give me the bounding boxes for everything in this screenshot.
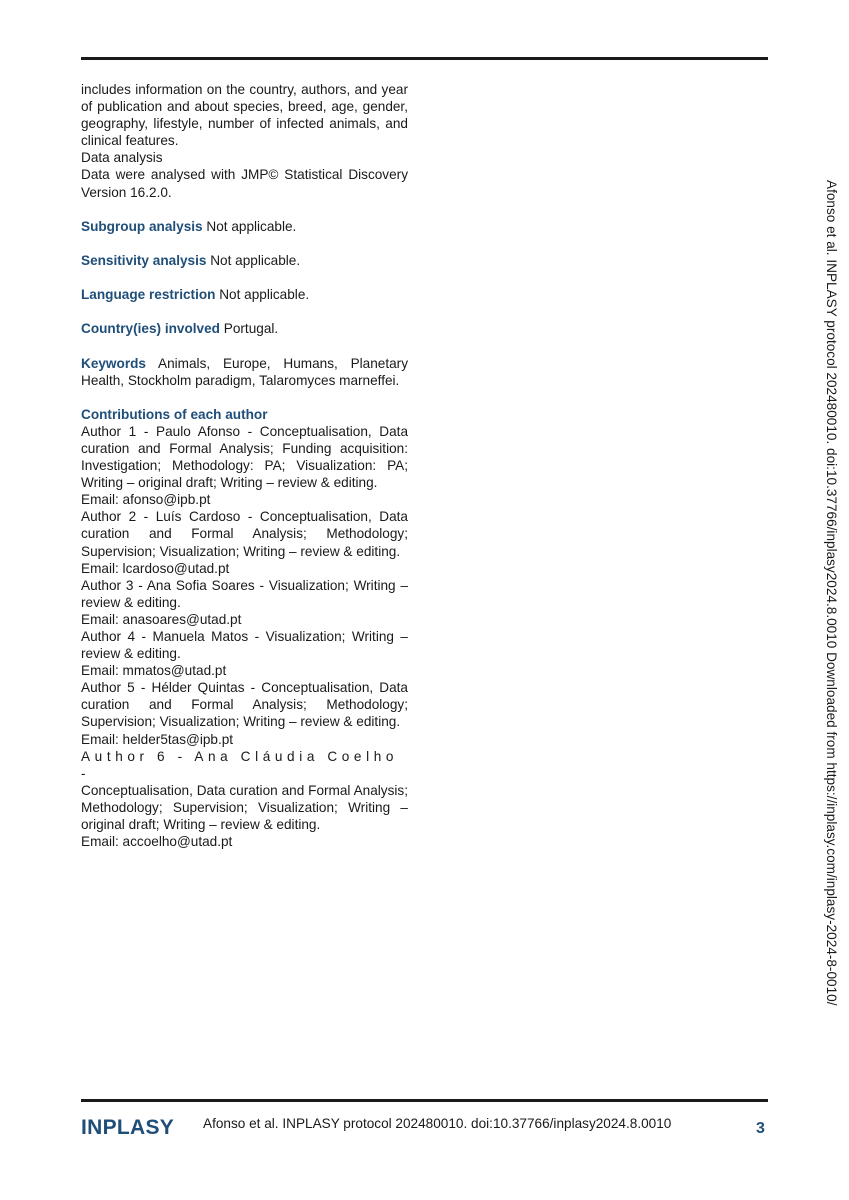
section-heading: Subgroup analysis <box>81 218 203 234</box>
contributions-heading: Contributions of each author <box>81 406 268 422</box>
section-heading: Country(ies) involved <box>81 321 220 337</box>
author-3-contribution: Author 3 - Ana Sofia Soares - Visualization; Writing – review & editing. <box>81 577 408 610</box>
section-country <box>81 320 408 337</box>
section-heading: Sensitivity analysis <box>81 252 207 268</box>
author-1-email: Email: afonso@ipb.pt <box>81 492 211 508</box>
author-6-email: Email: accoelho@utad.pt <box>81 834 233 850</box>
author-4-email: Email: mmatos@utad.pt <box>81 663 227 679</box>
author-3-email: Email: anasoares@utad.pt <box>81 611 242 627</box>
section-subgroup <box>81 218 408 235</box>
section-language <box>81 286 408 303</box>
section-text: Not applicable. <box>206 218 297 234</box>
author-5-contribution: Author 5 - Hélder Quintas - Conceptualisation, Data curation and Formal Analysis; Methodology; Supervision; Visualization; Writing – review & editing. <box>81 680 408 730</box>
author-5-email: Email: helder5tas@ipb.pt <box>81 731 234 747</box>
section-text: Not applicable. <box>210 252 301 268</box>
page-number: 3 <box>756 1120 765 1137</box>
author-2-email: Email: lcardoso@utad.pt <box>81 560 230 576</box>
bottom-rule <box>81 1099 768 1102</box>
author-2-contribution: Author 2 - Luís Cardoso - Conceptualisation, Data curation and Formal Analysis; Methodology; Supervision; Visualization; Writing – review & editing. <box>81 509 408 559</box>
author-1-contribution: Author 1 - Paulo Afonso - Conceptualisation, Data curation and Formal Analysis; Funding acquisition: Investigation; Methodology: PA; Visualization: PA; Writing – original draft; Writing – review & editing. <box>81 423 408 491</box>
footer-brand-logo: INPLASY <box>81 1116 175 1139</box>
data-analysis-title: Data analysis <box>81 150 163 166</box>
section-heading: Language restriction <box>81 287 216 303</box>
section-heading: Keywords <box>81 355 146 371</box>
data-analysis-text: Data were analysed with JMP© Statistical Discovery Version 16.2.0. <box>81 167 408 200</box>
main-column <box>81 81 408 850</box>
side-download-text: Afonso et al. INPLASY protocol 202480010. doi:10.37766/inplasy2024.8.0010 Downloaded from https://inplasy.com/inplasy-2024-8-0010/ <box>824 180 839 1006</box>
top-rule <box>81 57 768 60</box>
author-6-name-line: Author 6 - Ana Cláudia Coelho - <box>81 748 399 781</box>
section-text: Portugal. <box>223 321 279 337</box>
side-download-note <box>823 180 843 1060</box>
section-sensitivity <box>81 252 408 269</box>
section-keywords <box>81 355 408 389</box>
author-4-contribution: Author 4 - Manuela Matos - Visualization; Writing – review & editing. <box>81 629 408 662</box>
intro-paragraph: includes information on the country, authors, and year of publication and about species, breed, age, gender, geography, lifestyle, number of infected animals, and clinical features. <box>81 82 408 149</box>
footer-citation: Afonso et al. INPLASY protocol 202480010. doi:10.37766/inplasy2024.8.0010 <box>203 1116 672 1131</box>
section-text: Not applicable. <box>219 287 310 303</box>
author-6-contribution: Conceptualisation, Data curation and Formal Analysis; Methodology; Supervision; Visualization; Writing – original draft; Writing – review & editing. <box>81 782 408 833</box>
section-text: Animals, Europe, Humans, Planetary Health, Stockholm paradigm, Talaromyces marneffei. <box>81 355 409 388</box>
